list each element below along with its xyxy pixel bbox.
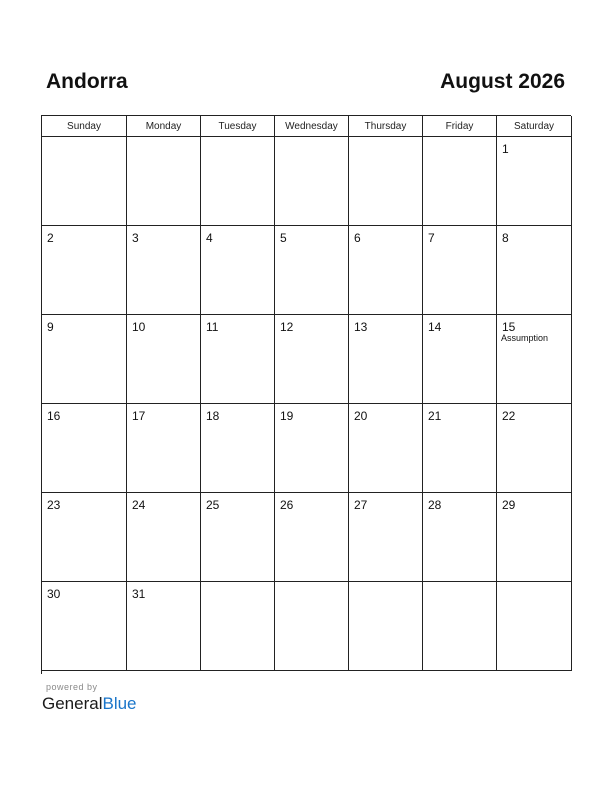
day-number: 26	[280, 498, 294, 512]
day-number: 16	[47, 409, 61, 423]
day-cell	[349, 226, 423, 315]
day-cell	[275, 493, 349, 582]
day-cell	[42, 493, 127, 582]
day-number: 31	[132, 587, 146, 601]
day-number: 18	[206, 409, 220, 423]
day-number: 13	[354, 320, 368, 334]
day-cell	[497, 315, 572, 404]
day-cell	[497, 404, 572, 493]
day-cell	[127, 315, 201, 404]
day-number: 9	[47, 320, 54, 334]
day-cell	[349, 493, 423, 582]
day-number: 24	[132, 498, 146, 512]
day-cell	[201, 404, 275, 493]
day-number: 30	[47, 587, 61, 601]
day-cell	[201, 582, 275, 671]
day-cell	[201, 226, 275, 315]
weekday-header-monday: Monday	[127, 116, 201, 137]
day-number: 5	[280, 231, 287, 245]
day-cell	[42, 137, 127, 226]
day-number: 15	[502, 320, 516, 334]
day-cell	[42, 226, 127, 315]
day-number: 29	[502, 498, 516, 512]
day-number: 14	[428, 320, 442, 334]
day-number: 28	[428, 498, 442, 512]
day-cell	[275, 315, 349, 404]
day-cell	[127, 493, 201, 582]
day-cell	[201, 137, 275, 226]
day-number: 6	[354, 231, 361, 245]
day-number: 7	[428, 231, 435, 245]
day-cell	[127, 137, 201, 226]
day-cell	[349, 137, 423, 226]
day-number: 21	[428, 409, 442, 423]
day-number: 3	[132, 231, 139, 245]
brand-logo-blue: Blue	[102, 694, 137, 713]
day-cell	[497, 493, 572, 582]
day-number: 1	[502, 142, 509, 156]
day-cell	[423, 315, 497, 404]
day-cell	[275, 226, 349, 315]
brand-logo-general: General	[42, 694, 103, 713]
day-cell	[497, 137, 572, 226]
day-number: 27	[354, 498, 368, 512]
day-cell	[275, 404, 349, 493]
weekday-header-saturday: Saturday	[497, 116, 572, 137]
weekday-header-wednesday: Wednesday	[275, 116, 349, 137]
brand-logo[interactable]	[42, 694, 137, 714]
day-cell	[127, 404, 201, 493]
day-cell	[349, 582, 423, 671]
day-cell	[497, 582, 572, 671]
day-number: 25	[206, 498, 220, 512]
calendar-grid	[41, 115, 571, 674]
day-number: 2	[47, 231, 54, 245]
day-cell	[275, 582, 349, 671]
country-title: Andorra	[46, 70, 128, 93]
day-cell	[423, 137, 497, 226]
day-cell	[423, 582, 497, 671]
weekday-header-friday: Friday	[423, 116, 497, 137]
day-cell	[127, 226, 201, 315]
day-cell	[201, 315, 275, 404]
day-cell	[423, 404, 497, 493]
day-number: 20	[354, 409, 368, 423]
day-number: 22	[502, 409, 516, 423]
day-cell	[201, 493, 275, 582]
day-cell	[497, 226, 572, 315]
day-number: 19	[280, 409, 294, 423]
day-number: 12	[280, 320, 294, 334]
day-cell	[423, 226, 497, 315]
weekday-header-tuesday: Tuesday	[201, 116, 275, 137]
day-number: 11	[206, 320, 219, 334]
day-number: 10	[132, 320, 146, 334]
day-number: 23	[47, 498, 61, 512]
day-cell	[349, 404, 423, 493]
day-cell	[423, 493, 497, 582]
day-cell	[349, 315, 423, 404]
day-cell	[42, 582, 127, 671]
month-title: August 2026	[440, 70, 565, 93]
day-number: 17	[132, 409, 146, 423]
day-number: 4	[206, 231, 213, 245]
powered-by-label: powered by	[46, 682, 98, 692]
day-cell	[42, 315, 127, 404]
day-number: 8	[502, 231, 509, 245]
day-cell	[127, 582, 201, 671]
day-cell	[275, 137, 349, 226]
weekday-header-sunday: Sunday	[42, 116, 127, 137]
holiday-label: Assumption	[501, 333, 549, 343]
day-cell	[42, 404, 127, 493]
weekday-header-thursday: Thursday	[349, 116, 423, 137]
